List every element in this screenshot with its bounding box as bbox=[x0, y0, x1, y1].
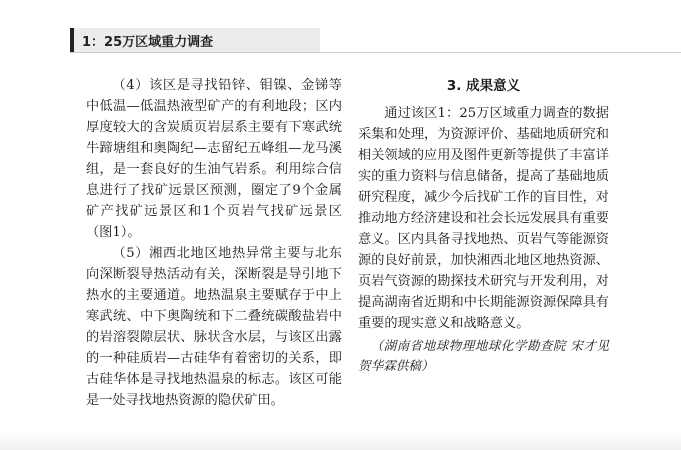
running-header bbox=[0, 28, 681, 54]
page-bottom-edge bbox=[0, 430, 681, 450]
significance-paragraph: 通过该区1：25万区域重力调查的数据采集和处理，为资源评价、基础地质研究和相关领域的应用及图件更新等提供了丰富详实的重力资料与信息储备，提高了基础地质研究程度，减少今后找矿工作的盲目性，对推动地方经济建设和社会长远发展具有重要意义。区内具备寻找地热、页岩气等能源资源的良好前景，加快湘西北地区地热资源、页岩气资源的勘探技术研究与开发利用，对提高湖南省近期和中长期能源资源保障具有重要的现实意义和战略意义。 bbox=[358, 106, 609, 331]
left-column bbox=[86, 75, 342, 411]
author-credit: （湖南省地球物理地球化学勘查院 宋才见 贺华霖供稿） bbox=[358, 338, 622, 373]
header-marker bbox=[70, 28, 74, 52]
header-title: 1：25万区域重力调查 bbox=[82, 35, 214, 50]
paragraph-item-5: （5）湘西北地区地热异常主要与北东向深断裂导热活动有关，深断裂是导引地下热水的主要通道。地热温泉主要赋存于中上寒武统、中下奥陶统和下二叠统碳酸盐岩中的岩溶裂隙层状、脉状含水层，与该区出露的一种硅质岩—古硅华有着密切的关系，即古硅华体是寻找地热温泉的标志。该区可能是一处寻找地热资源的隐伏矿田。 bbox=[86, 246, 342, 408]
section-title: 3. 成果意义 bbox=[446, 78, 521, 94]
paragraph-item-4: （4）该区是寻找铅锌、钼镍、金锑等中低温—低温热液型矿产的有利地段；区内厚度较大的含炭质页岩层系主要有下寒武统牛蹄塘组和奥陶纪—志留纪五峰组—龙马溪组，是一套良好的生油气岩系。利用综合信息进行了找矿远景区预测，圈定了9个金属矿产找矿远景区和1个页岩气找矿远景区（图1）。 bbox=[86, 78, 342, 240]
right-column bbox=[358, 75, 622, 376]
header-rule bbox=[70, 52, 681, 53]
